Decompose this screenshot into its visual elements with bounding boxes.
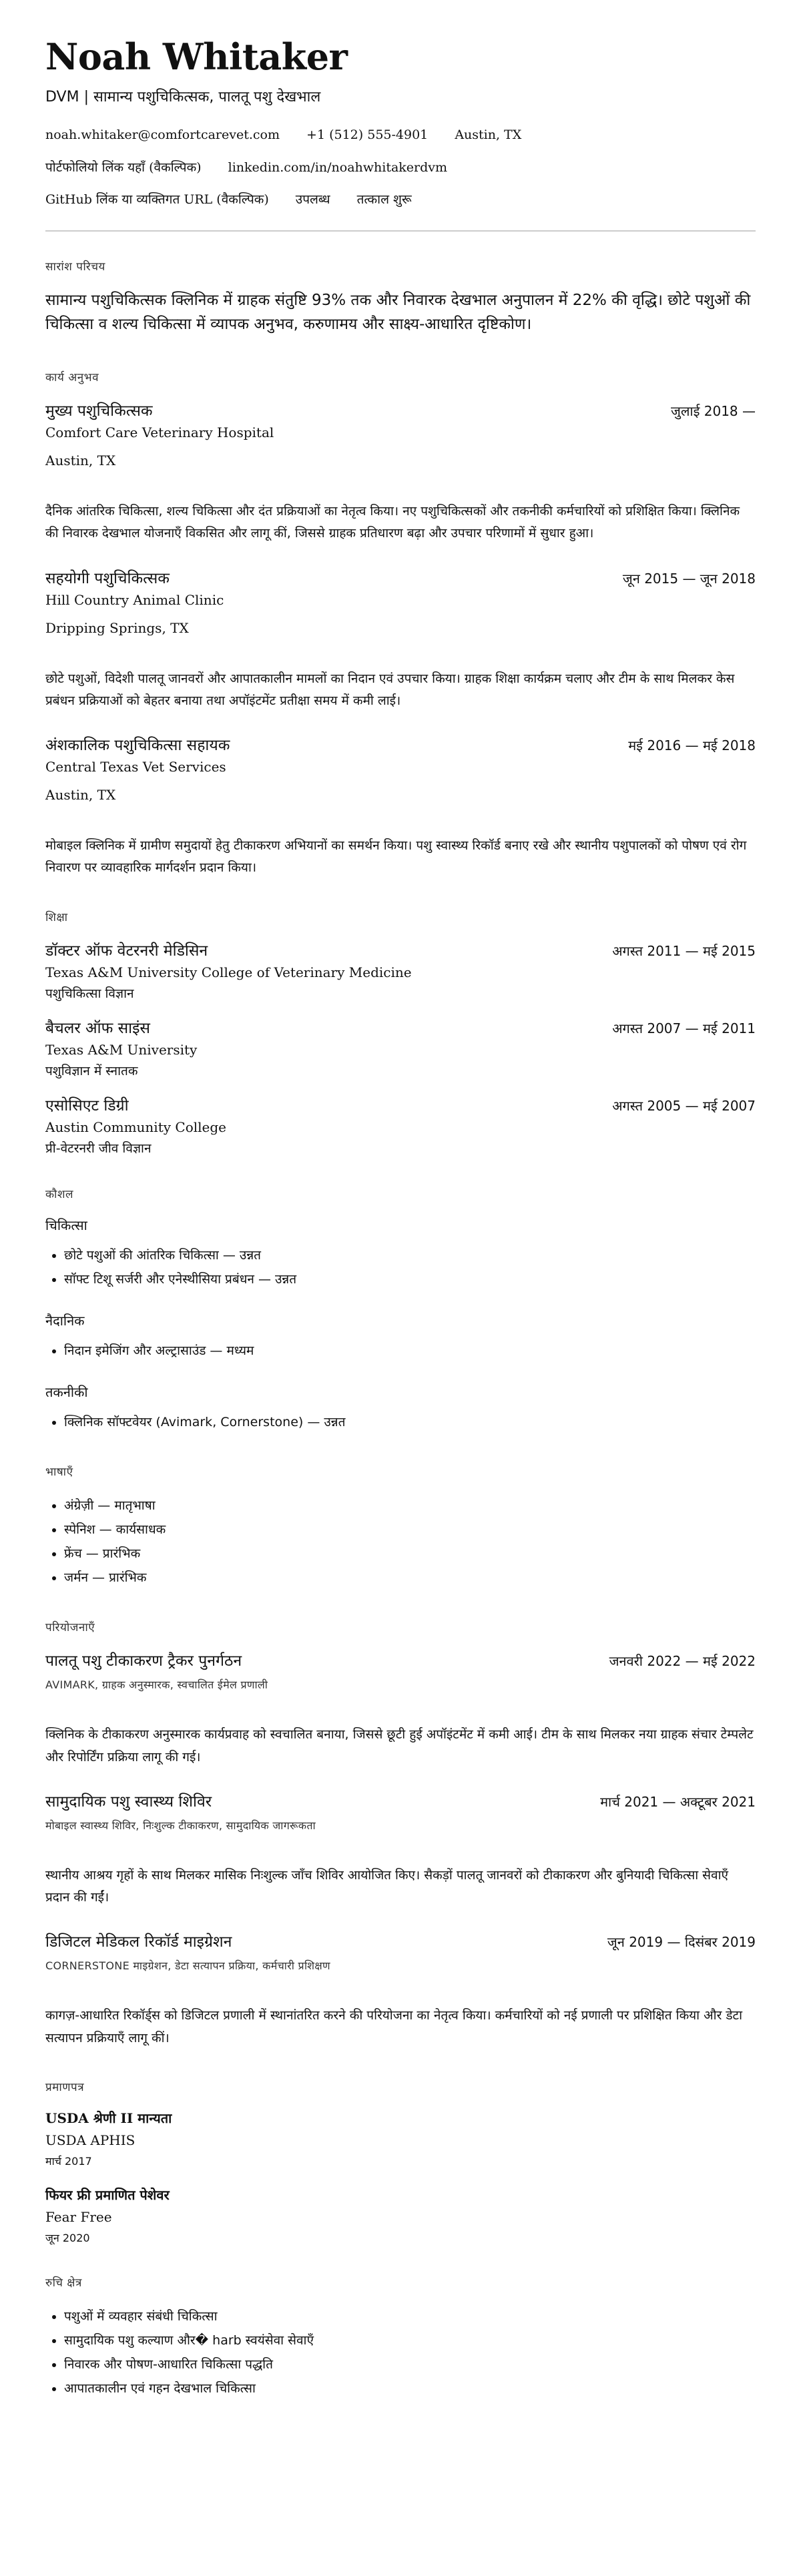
interest-item: • सामुदायिक पशु कल्याण और� harb स्वयंसेवा सेवाएँ xyxy=(64,2328,756,2352)
interest-list xyxy=(45,2304,756,2400)
project-description: कागज़-आधारित रिकॉर्ड्स को डिजिटल प्रणाली में स्थानांतरित करने की परियोजना का नेतृत्व किया। कर्मचारियों को नई प्रणाली पर प्रशिक्षित किया और डेटा सत्यापन प्रक्रियाएँ लागू कीं। xyxy=(45,2008,743,2045)
skill-item: • छोटे पशुओं की आंतरिक चिकित्सा — उन्नत xyxy=(64,1243,756,1267)
project-entry xyxy=(45,1649,756,1768)
project-tags: CORNERSTONE माइग्रेशन, डेटा सत्यापन प्रक्रिया, कर्मचारी प्रशिक्षण xyxy=(45,1959,330,1973)
interest-item: • निवारक और पोषण-आधारित चिकित्सा पद्धति xyxy=(64,2352,756,2376)
contact-email[interactable]: noah.whitaker@comfortcarevet.com xyxy=(45,127,280,143)
summary-text: सामान्य पशुचिकित्सक क्लिनिक में ग्राहक संतुष्टि 93% तक और निवारक देखभाल अनुपालन में 22% की वृद्धि। छोटे पशुओं की चिकित्सा व शल्य चिकित्सा में व्यापक अनुभव, करुणामय और साक्ष्य-आधारित दृष्टिकोण। xyxy=(45,291,751,334)
contact-phone[interactable]: +1 (512) 555-4901 xyxy=(306,127,429,143)
skill-group-title: तकनीकी xyxy=(45,1383,88,1400)
certification-title: फियर फ्री प्रमाणित पेशेवर xyxy=(45,2186,170,2203)
skill-item: • क्लिनिक सॉफ्टवेयर (Avimark, Cornerstone) — उन्नत xyxy=(64,1410,756,1434)
job-employer: Hill Country Animal Clinic xyxy=(45,591,224,608)
experience-entry xyxy=(45,399,756,545)
header-divider xyxy=(45,230,756,232)
contact-row-2 xyxy=(45,157,756,178)
job-location: Dripping Springs, TX xyxy=(45,619,189,636)
skill-group-title: चिकित्सा xyxy=(45,1217,87,1233)
skill-list xyxy=(45,1410,756,1434)
degree-field: प्री-वेटरनरी जीव विज्ञान xyxy=(45,1141,152,1156)
certifications-section-title: प्रमाणपत्र xyxy=(45,2080,85,2094)
language-item: • अंग्रेज़ी — मातृभाषा xyxy=(64,1494,756,1518)
certification-date: मार्च 2017 xyxy=(45,2154,92,2168)
candidate-headline: DVM | सामान्य पशुचिकित्सक, पालतू पशु देखभाल xyxy=(45,89,321,106)
contact-extra-2: तत्काल शुरू xyxy=(356,192,412,208)
degree-dates: अगस्त 2007 — मई 2011 xyxy=(612,1020,756,1036)
skill-item: • निदान इमेजिंग और अल्ट्रासाउंड — मध्यम xyxy=(64,1339,756,1363)
project-dates: मार्च 2021 — अक्टूबर 2021 xyxy=(600,1793,756,1810)
school-name: Austin Community College xyxy=(45,1118,226,1135)
contact-row-1 xyxy=(45,125,756,145)
skill-group-title: नैदानिक xyxy=(45,1312,85,1329)
degree-field: पशुचिकित्सा विज्ञान xyxy=(45,986,134,1001)
project-dates: जनवरी 2022 — मई 2022 xyxy=(609,1653,756,1670)
degree-field: पशुविज्ञान में स्नातक xyxy=(45,1063,138,1078)
project-title: सामुदायिक पशु स्वास्थ्य शिविर xyxy=(45,1793,212,1811)
job-description: छोटे पशुओं, विदेशी पालतू जानवरों और आपातकालीन मामलों का निदान एवं उपचार किया। ग्राहक शिक्षा कार्यक्रम चलाए और टीम के साथ मिलकर केस प्रबंधन प्रक्रियाओं को बेहतर बनाया तथा अपॉइंटमेंट प्रतीक्षा समय में कमी लाई। xyxy=(45,671,735,708)
project-description: स्थानीय आश्रय गृहों के साथ मिलकर मासिक निःशुल्क जाँच शिविर आयोजित किए। सैकड़ों पालतू जानवरों को टीकाकरण और बुनियादी चिकित्सा सेवाएँ प्रदान की गईं। xyxy=(45,1867,729,1905)
interests-section-title: रुचि क्षेत्र xyxy=(45,2276,82,2290)
job-title: मुख्य पशुचिकित्सक xyxy=(45,402,153,420)
degree-title: एसोसिएट डिग्री xyxy=(45,1096,129,1114)
certification-title: USDA श्रेणी II मान्यता xyxy=(45,2110,172,2126)
certification-issuer: Fear Free xyxy=(45,2208,112,2225)
contact-github[interactable]: GitHub लिंक या व्यक्तिगत URL (वैकल्पिक) xyxy=(45,192,269,208)
education-entry xyxy=(45,1016,756,1079)
education-section-title: शिक्षा xyxy=(45,910,68,924)
job-location: Austin, TX xyxy=(45,787,116,803)
experience-section-title: कार्य अनुभव xyxy=(45,371,99,385)
job-title: सहयोगी पशुचिकित्सक xyxy=(45,569,170,587)
contact-location: Austin, TX xyxy=(455,127,522,143)
certification-issuer: USDA APHIS xyxy=(45,2132,136,2148)
job-description: मोबाइल क्लिनिक में ग्रामीण समुदायों हेतु टीकाकरण अभियानों का समर्थन किया। पशु स्वास्थ्य रिकॉर्ड बनाए रखे और स्थानीय पशुपालकों को पोषण एवं रोग निवारण पर व्यावहारिक मार्गदर्शन प्रदान किया। xyxy=(45,838,747,876)
school-name: Texas A&M University xyxy=(45,1041,198,1058)
certification-entry xyxy=(45,2109,756,2168)
education-entry xyxy=(45,939,756,1002)
language-item: • जर्मन — प्रारंभिक xyxy=(64,1566,756,1590)
job-employer: Central Texas Vet Services xyxy=(45,759,226,775)
languages-section-title: भाषाएँ xyxy=(45,1466,73,1480)
skill-list xyxy=(45,1243,756,1291)
project-title: पालतू पशु टीकाकरण ट्रैकर पुनर्गठन xyxy=(45,1652,242,1670)
degree-title: बैचलर ऑफ साइंस xyxy=(45,1019,150,1037)
degree-dates: अगस्त 2011 — मई 2015 xyxy=(612,942,756,959)
experience-entry xyxy=(45,567,756,713)
job-dates: मई 2016 — मई 2018 xyxy=(628,737,756,754)
language-list xyxy=(45,1494,756,1590)
certification-date: जून 2020 xyxy=(45,2231,90,2244)
experience-entry xyxy=(45,733,756,880)
contact-row-3 xyxy=(45,190,756,210)
skills-section-title: कौशल xyxy=(45,1187,74,1201)
job-description: दैनिक आंतरिक चिकित्सा, शल्य चिकित्सा और दंत प्रक्रियाओं का नेतृत्व किया। नए पशुचिकित्सकों और तकनीकी कर्मचारियों को प्रशिक्षित किया। क्लिनिक की निवारक देखभाल योजनाएँ विकसित और लागू कीं, जिससे ग्राहक प्रतिधारण बढ़ा और उपचार परिणामों में सुधार हुआ। xyxy=(45,504,740,541)
project-tags: AVIMARK, ग्राहक अनुस्मारक, स्वचालित ईमेल प्रणाली xyxy=(45,1678,268,1692)
job-location: Austin, TX xyxy=(45,452,116,469)
project-entry xyxy=(45,1930,756,2049)
project-dates: जून 2019 — दिसंबर 2019 xyxy=(607,1934,756,1951)
projects-section-title: परियोजनाएँ xyxy=(45,1621,95,1635)
language-item: • फ्रेंच — प्रारंभिक xyxy=(64,1542,756,1566)
school-name: Texas A&M University College of Veterinary Medicine xyxy=(45,964,412,980)
degree-title: डॉक्टर ऑफ वेटरनरी मेडिसिन xyxy=(45,942,208,960)
education-entry xyxy=(45,1094,756,1157)
interest-item: • पशुओं में व्यवहार संबंधी चिकित्सा xyxy=(64,2304,756,2328)
skill-list xyxy=(45,1339,756,1363)
interest-item: • आपातकालीन एवं गहन देखभाल चिकित्सा xyxy=(64,2376,756,2400)
candidate-name: Noah Whitaker xyxy=(45,35,348,78)
language-item: • स्पेनिश — कार्यसाधक xyxy=(64,1518,756,1542)
degree-dates: अगस्त 2005 — मई 2007 xyxy=(612,1097,756,1114)
project-tags: मोबाइल स्वास्थ्य शिविर, निःशुल्क टीकाकरण, सामुदायिक जागरूकता xyxy=(45,1819,316,1832)
job-title: अंशकालिक पशुचिकित्सा सहायक xyxy=(45,737,230,755)
project-entry xyxy=(45,1790,756,1909)
contact-portfolio[interactable]: पोर्टफोलियो लिंक यहाँ (वैकल्पिक) xyxy=(45,159,202,175)
project-title: डिजिटल मेडिकल रिकॉर्ड माइग्रेशन xyxy=(45,1933,232,1951)
skill-item: • सॉफ्ट टिशू सर्जरी और एनेस्थीसिया प्रबंधन — उन्नत xyxy=(64,1267,756,1291)
summary-section-title: सारांश परिचय xyxy=(45,260,105,274)
job-employer: Comfort Care Veterinary Hospital xyxy=(45,424,274,441)
contact-linkedin[interactable]: linkedin.com/in/noahwhitakerdvm xyxy=(228,159,448,175)
certification-entry xyxy=(45,2186,756,2245)
contact-extra-1: उपलब्ध xyxy=(295,192,330,208)
job-dates: जून 2015 — जून 2018 xyxy=(622,570,756,587)
job-dates: जुलाई 2018 — xyxy=(670,403,756,420)
project-description: क्लिनिक के टीकाकरण अनुस्मारक कार्यप्रवाह को स्वचालित बनाया, जिससे छूटी हुई अपॉइंटमेंट में कमी आई। टीम के साथ मिलकर नया ग्राहक संचार टेम्पलेट और रिपोर्टिंग प्रक्रिया लागू की गई। xyxy=(45,1727,754,1764)
